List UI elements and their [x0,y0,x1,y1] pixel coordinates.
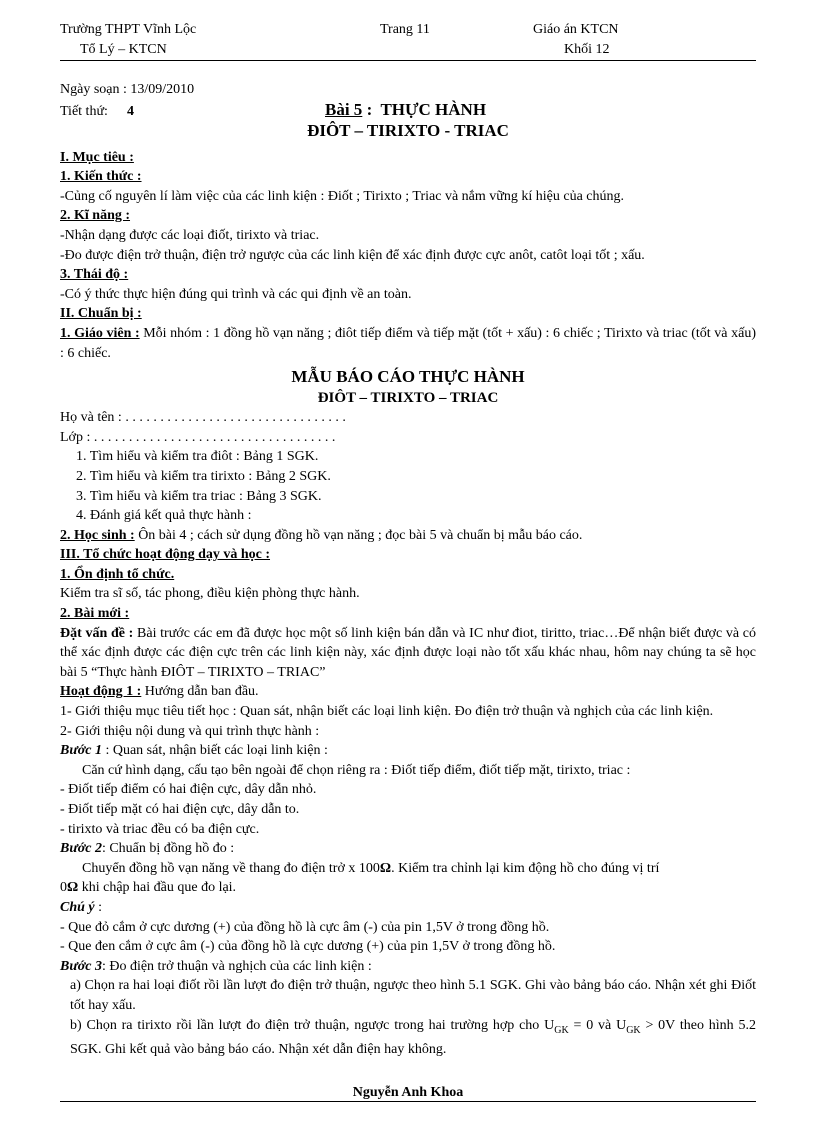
intro-objectives: 1- Giới thiệu mục tiêu tiết học : Quan sát, nhận biết các loại linh kiện. Đo điện trở thuận và nghịch của các linh kiện. [60,704,714,720]
problem-statement [60,624,756,683]
step-2-line [60,839,756,859]
step-2-label: Bước 2 [60,841,102,857]
report-item-1: 1. Tìm hiểu và kiểm tra điôt : Bảng 1 SGK. [76,449,319,465]
teacher-text: Mỗi nhóm : 1 đồng hồ vạn năng ; điôt tiếp điểm và tiếp mặt (tốt + xấu) : 6 chiếc ; Tirixto và triac (tốt và xấu) : 6 chiếc. [60,325,756,361]
note-line [60,898,756,918]
step-2-desc-b: . Kiểm tra chỉnh lại kim động hồ cho đúng vị trí [391,860,660,876]
problem-text: Bài trước các em đã được học một số linh kiện bán dẫn và IC như điot, tiritto, triac…Để nhận biết được và có thể xác định được các điện cực trên các linh kiện này, xác định được loại nào tốt xấu khác nhau, hôm nay chúng ta sẽ học bài 5 “Thực hành ĐIÔT – TIRIXTO – TRIAC” [60,625,756,680]
attitude-text: -Có ý thức thực hiện đúng qui trình và các qui định về an toàn. [60,286,412,302]
step-3-b-text-2: = 0 và U [568,1017,627,1033]
step-1-item-3: - tirixto và triac đều có ba điện cực. [60,821,260,837]
report-item-4: 4. Đánh giá kết quả thực hành : [76,508,252,524]
activities-heading: III. Tổ chức hoạt động dạy và học : [60,547,271,563]
lesson-meta-row [60,100,756,120]
report-name-line: Họ và tên : . . . . . . . . . . . . . . . . . . . . . . . . . . . . . . . . [60,410,346,426]
stabilize-text: Kiểm tra sĩ số, tác phong, điều kiện phòng thực hành. [60,586,360,602]
step-3-label: Bước 3 [60,958,102,974]
problem-label: Đặt vấn đề : [60,625,134,641]
objectives-heading: I. Mục tiêu : [60,149,134,165]
footer-author: Nguyễn Anh Khoa [352,1085,464,1100]
knowledge-heading: 1. Kiến thức : [60,169,142,185]
lesson-name: THỰC HÀNH [380,99,487,119]
teacher-paragraph [60,324,756,363]
step-3-b-text-3: > 0V theo hình 5.2 SGK. Ghi kết quả vào bảng báo cáo. Nhận xét dẫn điện hay không. [70,1017,756,1057]
page-header [60,22,756,62]
grade-label: Khối 12 [564,42,610,57]
document-type: Giáo án KTCN [533,22,619,37]
gk-subscript-2: GK [626,1024,641,1036]
student-heading: 2. Học sinh : [60,527,135,543]
activity-1-text: Hướng dẫn ban đầu. [141,684,259,700]
school-name: Trường THPT Vĩnh Lộc [60,22,197,37]
step-2-description [60,859,756,879]
skills-text-1: -Nhận dạng được các loại điốt, tirixto và triac. [60,227,320,243]
step-3-part-a: a) Chọn ra hai loại điốt rồi lần lượt đo điện trở thuận, ngược theo hình 5.1 SGK. Ghi vào bảng báo cáo. Nhận xét ghi Điốt tốt hay xấu. [70,978,756,1013]
department-name: Tổ Lý – KTCN [80,42,167,57]
prep-date: Ngày soạn : 13/09/2010 [60,82,195,97]
period-label: Tiết thứ: [60,103,108,119]
note-item-2: - Que đen cắm ở cực âm (-) của đồng hồ là cực dương (+) của pin 1,5V ở trong đồng hồ. [60,939,556,955]
step-1-text: : Quan sát, nhận biết các loại linh kiện : [101,743,328,759]
teacher-heading: 1. Giáo viên : [60,325,140,341]
lesson-number: Bài 5 [325,99,363,119]
report-title: MẪU BÁO CÁO THỰC HÀNH [291,367,525,387]
step-2-desc-a: Chuyển đồng hồ vạn năng về thang đo điện trở x 100 [82,860,380,876]
stabilize-heading: 1. Ổn định tổ chức. [60,566,175,582]
page-number: Trang 11 [380,22,430,37]
note-label: Chú ý [60,899,95,915]
zero-position: 0 [60,880,67,896]
lesson-body [60,80,756,1060]
skills-heading: 2. Kĩ năng : [60,208,131,224]
step-1-description: Căn cứ hình dạng, cấu tạo bên ngoài để chọn riêng ra : Điốt tiếp điểm, điốt tiếp mặt, tirixto, triac : [82,762,631,778]
lesson-subtitle: ĐIÔT – TIRIXTO - TRIAC [307,120,509,140]
step-1-item-1: - Điốt tiếp điểm có hai điện cực, dây dẫn nhỏ. [60,782,317,798]
step-1-item-2: - Điốt tiếp mặt có hai điện cực, dây dẫn to. [60,802,300,817]
preparation-heading: II. Chuẩn bị : [60,306,142,322]
skills-text-2: -Đo được điện trở thuận, điện trở ngược của các linh kiện để xác định được cực anôt, catôt loại tốt ; xấu. [60,247,645,263]
footer-rule [60,1101,756,1102]
knowledge-text: -Củng cố nguyên lí làm việc của các linh kiện : Điốt ; Tirixto ; Triac và nắm vững kí hiệu của chúng. [60,188,624,204]
gk-subscript-1: GK [554,1024,569,1036]
step-3-line [60,957,756,977]
report-item-2: 2. Tìm hiểu và kiểm tra tirixto : Bảng 2 SGK. [76,468,331,484]
ohm-symbol: Ω [379,860,392,876]
intro-content: 2- Giới thiệu nội dung và qui trình thực hành : [60,723,320,739]
attitude-heading: 3. Thái độ : [60,267,129,283]
header-rule [60,60,756,61]
lesson-colon: : [362,99,373,119]
step-2-description-cont [60,878,756,898]
note-item-1: - Que đỏ cắm ở cực dương (+) của đồng hồ là cực âm (-) của pin 1,5V ở trong đồng hồ. [60,919,550,935]
step-1-label: Bước 1 [60,743,102,759]
student-text: Ôn bài 4 ; cách sử dụng đồng hồ vạn năng ; đọc bài 5 và chuẩn bị mẫu báo cáo. [134,527,583,543]
lesson-title [325,100,486,120]
step-2-text: : Chuẩn bị đồng hồ đo : [101,841,235,857]
step-3-b-text-1: b) Chọn ra tirixto rồi lần lượt đo điện trở thuận, ngược trong hai trường hợp cho U [70,1017,555,1033]
activity-1-label: Hoạt động 1 : [60,684,142,700]
report-subtitle: ĐIÔT – TIRIXTO – TRIAC [317,390,499,407]
note-colon: : [94,899,103,915]
report-item-3: 3. Tìm hiểu và kiểm tra triac : Bảng 3 SGK. [76,488,322,504]
report-class-line: Lớp : . . . . . . . . . . . . . . . . . . . . . . . . . . . . . . . . . . . [60,429,336,445]
student-paragraph [60,526,756,546]
activity-1-line [60,682,756,702]
ohm-symbol-2: Ω [67,880,79,896]
step-3-text: : Đo điện trở thuận và nghịch của các linh kiện : [101,958,372,974]
step-2-desc-c: khi chập hai đầu que đo lại. [78,880,237,896]
period-number: 4 [127,103,134,119]
step-3-part-b [60,1016,756,1060]
step-1-line [60,741,756,761]
new-lesson-heading: 2. Bài mới : [60,606,130,622]
